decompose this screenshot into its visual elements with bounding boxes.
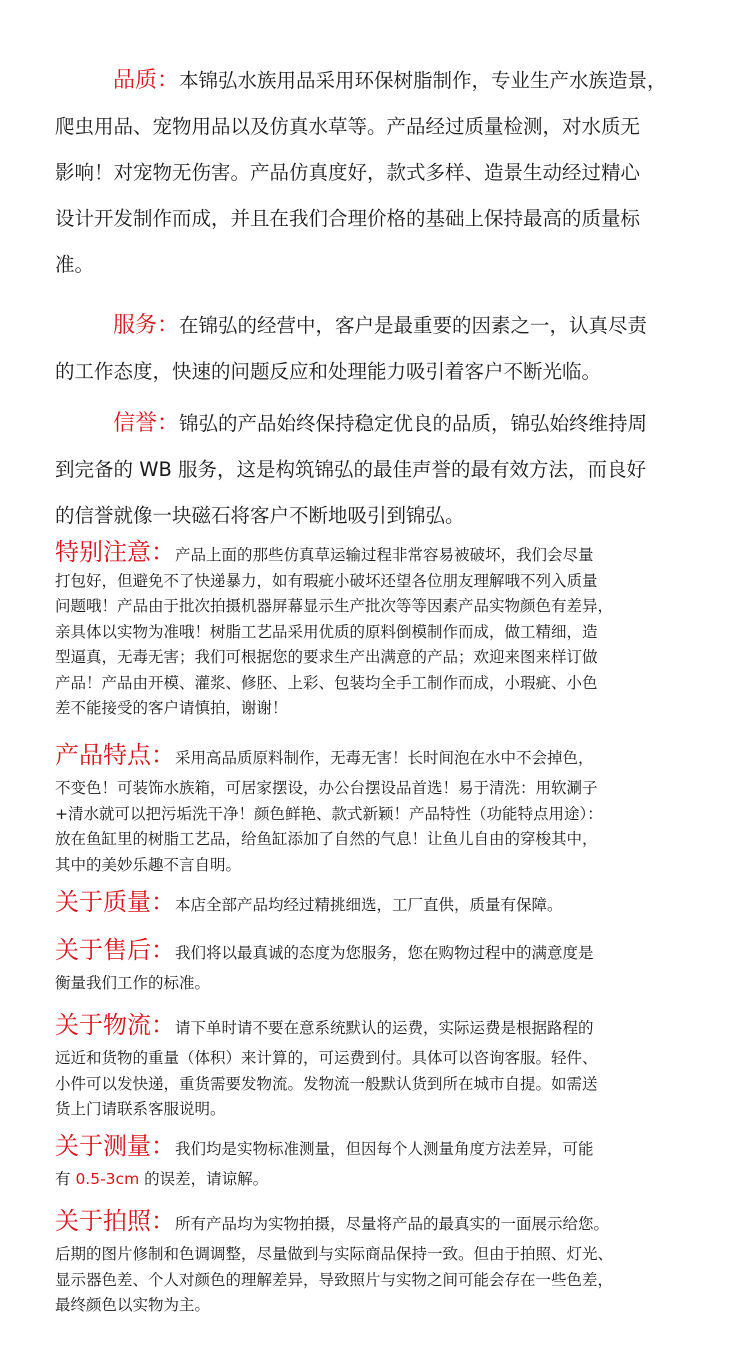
notice-line-4: 亲具体以实物为准哦！树脂工艺品采用优质的原料倒模制作而成，做工精细，造: [55, 622, 598, 641]
service-section: [55, 303, 715, 395]
quality-heading: 品质：: [113, 68, 180, 93]
after-sales-section: [55, 932, 715, 997]
logistics-line-1: 关于物流：请下单时请不要在意系统默认的运费，实际运费是根据路程的: [55, 1011, 594, 1039]
after-sales-line-1: 关于售后：我们将以最真诚的态度为您服务，您在购物过程中的满意度是: [55, 936, 594, 964]
reputation-heading: 信誉：: [113, 411, 180, 436]
after-sales-line-2: 衡量我们工作的标准。: [55, 974, 211, 992]
service-line-2: 的工作态度，快速的问题反应和处理能力吸引着客户不断光临。: [55, 360, 602, 383]
photo-line-1: 关于拍照：所有产品均为实物拍摄，尽量将产品的最真实的一面展示给您。: [55, 1207, 610, 1235]
notice-section: [55, 540, 715, 722]
quality-line-2: 爬虫用品、宠物用品以及仿真水草等。产品经过质量检测，对水质无: [55, 115, 641, 138]
quality-section: [55, 58, 715, 288]
quality-line-3: 影响！对宠物无伤害。产品仿真度好，款式多样、造景生动经过精心: [55, 161, 641, 184]
measure-line-1: 关于测量：我们均是实物标准测量，但因每个人测量角度方法差异，可能: [55, 1132, 594, 1160]
logistics-line-2: 远近和货物的重量（体积）来计算的，可运费到付。具体可以咨询客服。轻件、: [55, 1049, 598, 1067]
reputation-line-2: 到完备的 WB 服务，这是构筑锦弘的最佳声誉的最有效方法，而良好: [55, 458, 647, 481]
features-line-5: 其中的美妙乐趣不言自明。: [55, 855, 242, 874]
measure-line-2: 有 0.5-3cm 的误差，请谅解。: [55, 1170, 269, 1188]
features-line-1: 产品特点：采用高品质原料制作，无毒无害！长时间泡在水中不会掉色，: [55, 741, 594, 769]
features-line-4: 放在鱼缸里的树脂工艺品，给鱼缸添加了自然的气息！让鱼儿自由的穿梭其中，: [55, 830, 598, 848]
photo-section: [55, 1203, 715, 1319]
quality-line-1: 品质：本锦弘水族用品采用环保树脂制作，专业生产水族造景，: [113, 68, 667, 93]
photo-line-2: 后期的图片修制和色调调整，尽量做到与实际商品保持一致。但由于拍照、灯光、: [55, 1245, 614, 1263]
features-section: [55, 737, 715, 878]
measure-section: [55, 1128, 715, 1193]
features-heading: 产品特点：: [55, 741, 175, 769]
measure-heading: 关于测量：: [55, 1132, 175, 1160]
about-quality-section: [55, 884, 715, 923]
logistics-heading: 关于物流：: [55, 1011, 175, 1039]
about-quality-heading: 关于质量：: [55, 888, 175, 916]
service-line-1: 服务：在锦弘的经营中，客户是最重要的因素之一，认真尽责: [113, 313, 648, 338]
logistics-line-3: 小件可以发快递，重货需要发物流。发物流一般默认货到所在城市自提。如需送: [55, 1074, 598, 1093]
features-line-2: 不变色！可装饰水族箱，可居家摆设，办公台摆设品首选！易于清洗：用软涮子: [55, 779, 598, 797]
notice-line-3: 问题哦！产品由于批次拍摄机器屏幕显示生产批次等等因素产品实物颜色有差异，: [55, 597, 614, 615]
logistics-section: [55, 1007, 715, 1123]
reputation-line-3: 的信誉就像一块磁石将客户不断地吸引到锦弘。: [55, 504, 465, 527]
service-heading: 服务：: [113, 313, 180, 338]
notice-line-5: 型逼真，无毒无害；我们可根据您的要求生产出满意的产品；欢迎来图来样订做: [55, 648, 598, 666]
logistics-line-4: 货上门请联系客服说明。: [55, 1100, 226, 1118]
photo-line-4: 最终颜色以实物为主。: [55, 1296, 211, 1314]
notice-line-1: 特别注意：产品上面的那些仿真草运输过程非常容易被破坏，我们会尽量: [55, 538, 594, 566]
error-range: 0.5-3cm: [75, 1170, 140, 1188]
quality-line-5: 准。: [55, 253, 95, 276]
photo-line-3: 显示器色差、个人对颜色的理解差异，导致照片与实物之间可能会存在一些色差，: [55, 1270, 614, 1289]
notice-line-7: 差不能接受的客户请慎拍，谢谢！: [55, 699, 288, 717]
notice-line-6: 产品！产品由开模、灌浆、修胚、上彩、包装均全手工制作而成，小瑕疵、小色: [55, 673, 598, 692]
reputation-section: [55, 401, 715, 539]
features-line-3: +清水就可以把污垢洗干净！颜色鲜艳、款式新颖！产品特性（功能特点用途）：: [55, 804, 603, 823]
notice-line-2: 打包好，但避免不了快递暴力，如有瑕疵小破坏还望各位朋友理解哦不列入质量: [55, 571, 598, 590]
quality-line-4: 设计开发制作而成，并且在我们合理价格的基础上保持最高的质量标: [55, 207, 641, 230]
about-quality-line-1: 关于质量：本店全部产品均经过精挑细选，工厂直供，质量有保障。: [55, 888, 563, 916]
photo-heading: 关于拍照：: [55, 1207, 175, 1235]
after-sales-heading: 关于售后：: [55, 936, 175, 964]
reputation-line-1: 信誉：锦弘的产品始终保持稳定优良的品质，锦弘始终维持周: [113, 411, 648, 436]
notice-heading: 特别注意：: [55, 538, 175, 566]
